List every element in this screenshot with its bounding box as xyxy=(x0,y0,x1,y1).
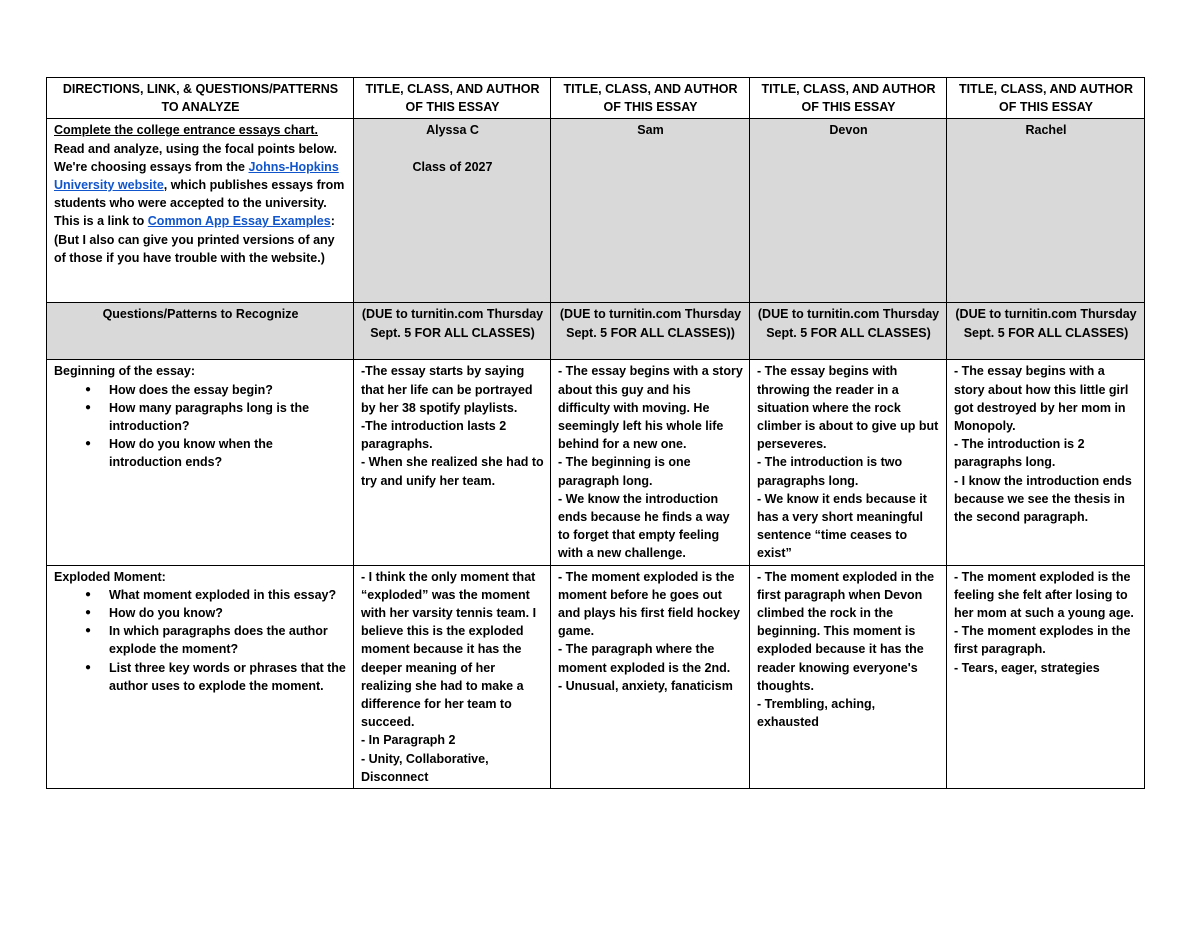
header-title-4: TITLE, CLASS, AND AUTHOR OF THIS ESSAY xyxy=(947,78,1145,119)
bullet-icon: ● xyxy=(85,588,92,600)
patterns-row xyxy=(47,303,1145,360)
exploded-answer-4: - The moment exploded is the feeling she felt after losing to her mom at such a young age. - The moment explodes in the first paragraph. - Tears, eager, strategies xyxy=(947,565,1145,788)
essay-analysis-table xyxy=(46,77,1145,789)
document-page xyxy=(46,77,1145,789)
patterns-label: Questions/Patterns to Recognize xyxy=(47,303,354,360)
bullet-icon: ● xyxy=(85,401,92,413)
johns-hopkins-link[interactable]: Johns-Hopkins University website xyxy=(54,159,339,193)
exploded-heading: Exploded Moment: xyxy=(54,569,166,584)
author-name-4: Rachel xyxy=(1025,123,1067,138)
exploded-answer-3: - The moment exploded in the first paragraph when Devon climbed the rock in the beginning. This moment is exploded because it has the reader knowing everyone's thoughts. - Trembling, aching, exhausted xyxy=(750,565,947,788)
author-name-3: Devon xyxy=(829,123,868,138)
exploded-questions-cell xyxy=(47,565,354,788)
directions-text-2: , which publishes essays from students who were accepted to the university. This is a link to xyxy=(54,178,345,229)
header-title-3: TITLE, CLASS, AND AUTHOR OF THIS ESSAY xyxy=(750,78,947,119)
list-item: ● How do you know? xyxy=(54,604,347,622)
header-title-2: TITLE, CLASS, AND AUTHOR OF THIS ESSAY xyxy=(551,78,750,119)
due-cell-4: (DUE to turnitin.com Thursday Sept. 5 FOR ALL CLASSES) xyxy=(947,303,1145,360)
exploded-row xyxy=(47,565,1145,788)
directions-cell xyxy=(47,119,354,303)
directions-intro: Complete the college entrance essays chart. xyxy=(54,123,318,138)
list-item: ● How does the essay begin? xyxy=(54,381,347,399)
bullet-icon: ● xyxy=(85,607,92,619)
beginning-answer-4: - The essay begins with a story about how this little girl got destroyed by her mom in Monopoly. - The introduction is 2 paragraphs long. - I know the introduction ends because we see the thesis in the second paragraph. xyxy=(947,360,1145,565)
directions-text-3: : (But I also can give you printed versions of any of those if you have trouble with the website.) xyxy=(54,214,335,265)
beginning-heading: Beginning of the essay: xyxy=(54,364,195,379)
list-item: ● How do you know when the introduction ends? xyxy=(85,437,273,470)
author-name-1: Alyssa C xyxy=(426,123,479,138)
beginning-questions-cell xyxy=(47,360,354,565)
list-item: ● In which paragraphs does the author explode the moment? xyxy=(85,624,328,657)
due-cell-2: (DUE to turnitin.com Thursday Sept. 5 FOR ALL CLASSES)) xyxy=(551,303,750,360)
author-cell-3 xyxy=(750,119,947,303)
author-cell-1 xyxy=(354,119,551,303)
bullet-icon: ● xyxy=(85,661,92,673)
author-name-2: Sam xyxy=(637,123,664,138)
header-title-1: TITLE, CLASS, AND AUTHOR OF THIS ESSAY xyxy=(354,78,551,119)
common-app-link[interactable]: Common App Essay Examples xyxy=(147,214,331,229)
beginning-answer-2: - The essay begins with a story about this guy and his difficulty with moving. He seemingly left his whole life behind for a new one. - The beginning is one paragraph long. - We know the introduction ends because he finds a way to forget that empty feeling with a new challenge. xyxy=(551,360,750,565)
bullet-icon: ● xyxy=(85,625,92,637)
list-item: ● What moment exploded in this essay? xyxy=(54,586,347,604)
beginning-row xyxy=(47,360,1145,565)
directions-text-1: Read and analyze, using the focal points below. We're choosing essays from the xyxy=(54,141,337,174)
beginning-bullet-list xyxy=(54,381,347,472)
author-class-1: Class of 2027 xyxy=(412,159,493,174)
list-item: ● How many paragraphs long is the introduction? xyxy=(85,400,310,434)
author-cell-2 xyxy=(551,119,750,303)
exploded-answer-2: - The moment exploded is the moment before he goes out and plays his first field hockey game. - The paragraph where the moment exploded is the 2nd. - Unusual, anxiety, fanaticism xyxy=(551,565,750,788)
bullet-icon: ● xyxy=(85,438,92,450)
bullet-icon: ● xyxy=(85,383,92,395)
author-cell-4 xyxy=(947,119,1145,303)
exploded-bullet-list xyxy=(54,586,347,695)
header-row xyxy=(47,78,1145,119)
due-cell-3: (DUE to turnitin.com Thursday Sept. 5 FOR ALL CLASSES) xyxy=(750,303,947,360)
due-cell-1: (DUE to turnitin.com Thursday Sept. 5 FOR ALL CLASSES) xyxy=(354,303,551,360)
authors-row xyxy=(47,119,1145,303)
exploded-answer-1: - I think the only moment that “exploded” was the moment with her varsity tennis team. I believe this is the exploded moment because it has the deeper meaning of her realizing she had to make a difference for her team to succeed. - In Paragraph 2 - Unity, Collaborative, Disconnect xyxy=(354,565,551,788)
beginning-answer-1: -The essay starts by saying that her life can be portrayed by her 38 spotify playlists. -The introduction lasts 2 paragraphs. - When she realized she had to try and unify her team. xyxy=(354,360,551,565)
list-item: ● List three key words or phrases that the author uses to explode the moment. xyxy=(85,660,346,693)
header-directions: DIRECTIONS, LINK, & QUESTIONS/PATTERNS TO ANALYZE xyxy=(47,78,354,119)
beginning-answer-3: - The essay begins with throwing the reader in a situation where the rock climber is about to give up but perseveres. - The introduction is two paragraphs long. - We know it ends because it has a very short meaningful sentence “time ceases to exist” xyxy=(750,360,947,565)
